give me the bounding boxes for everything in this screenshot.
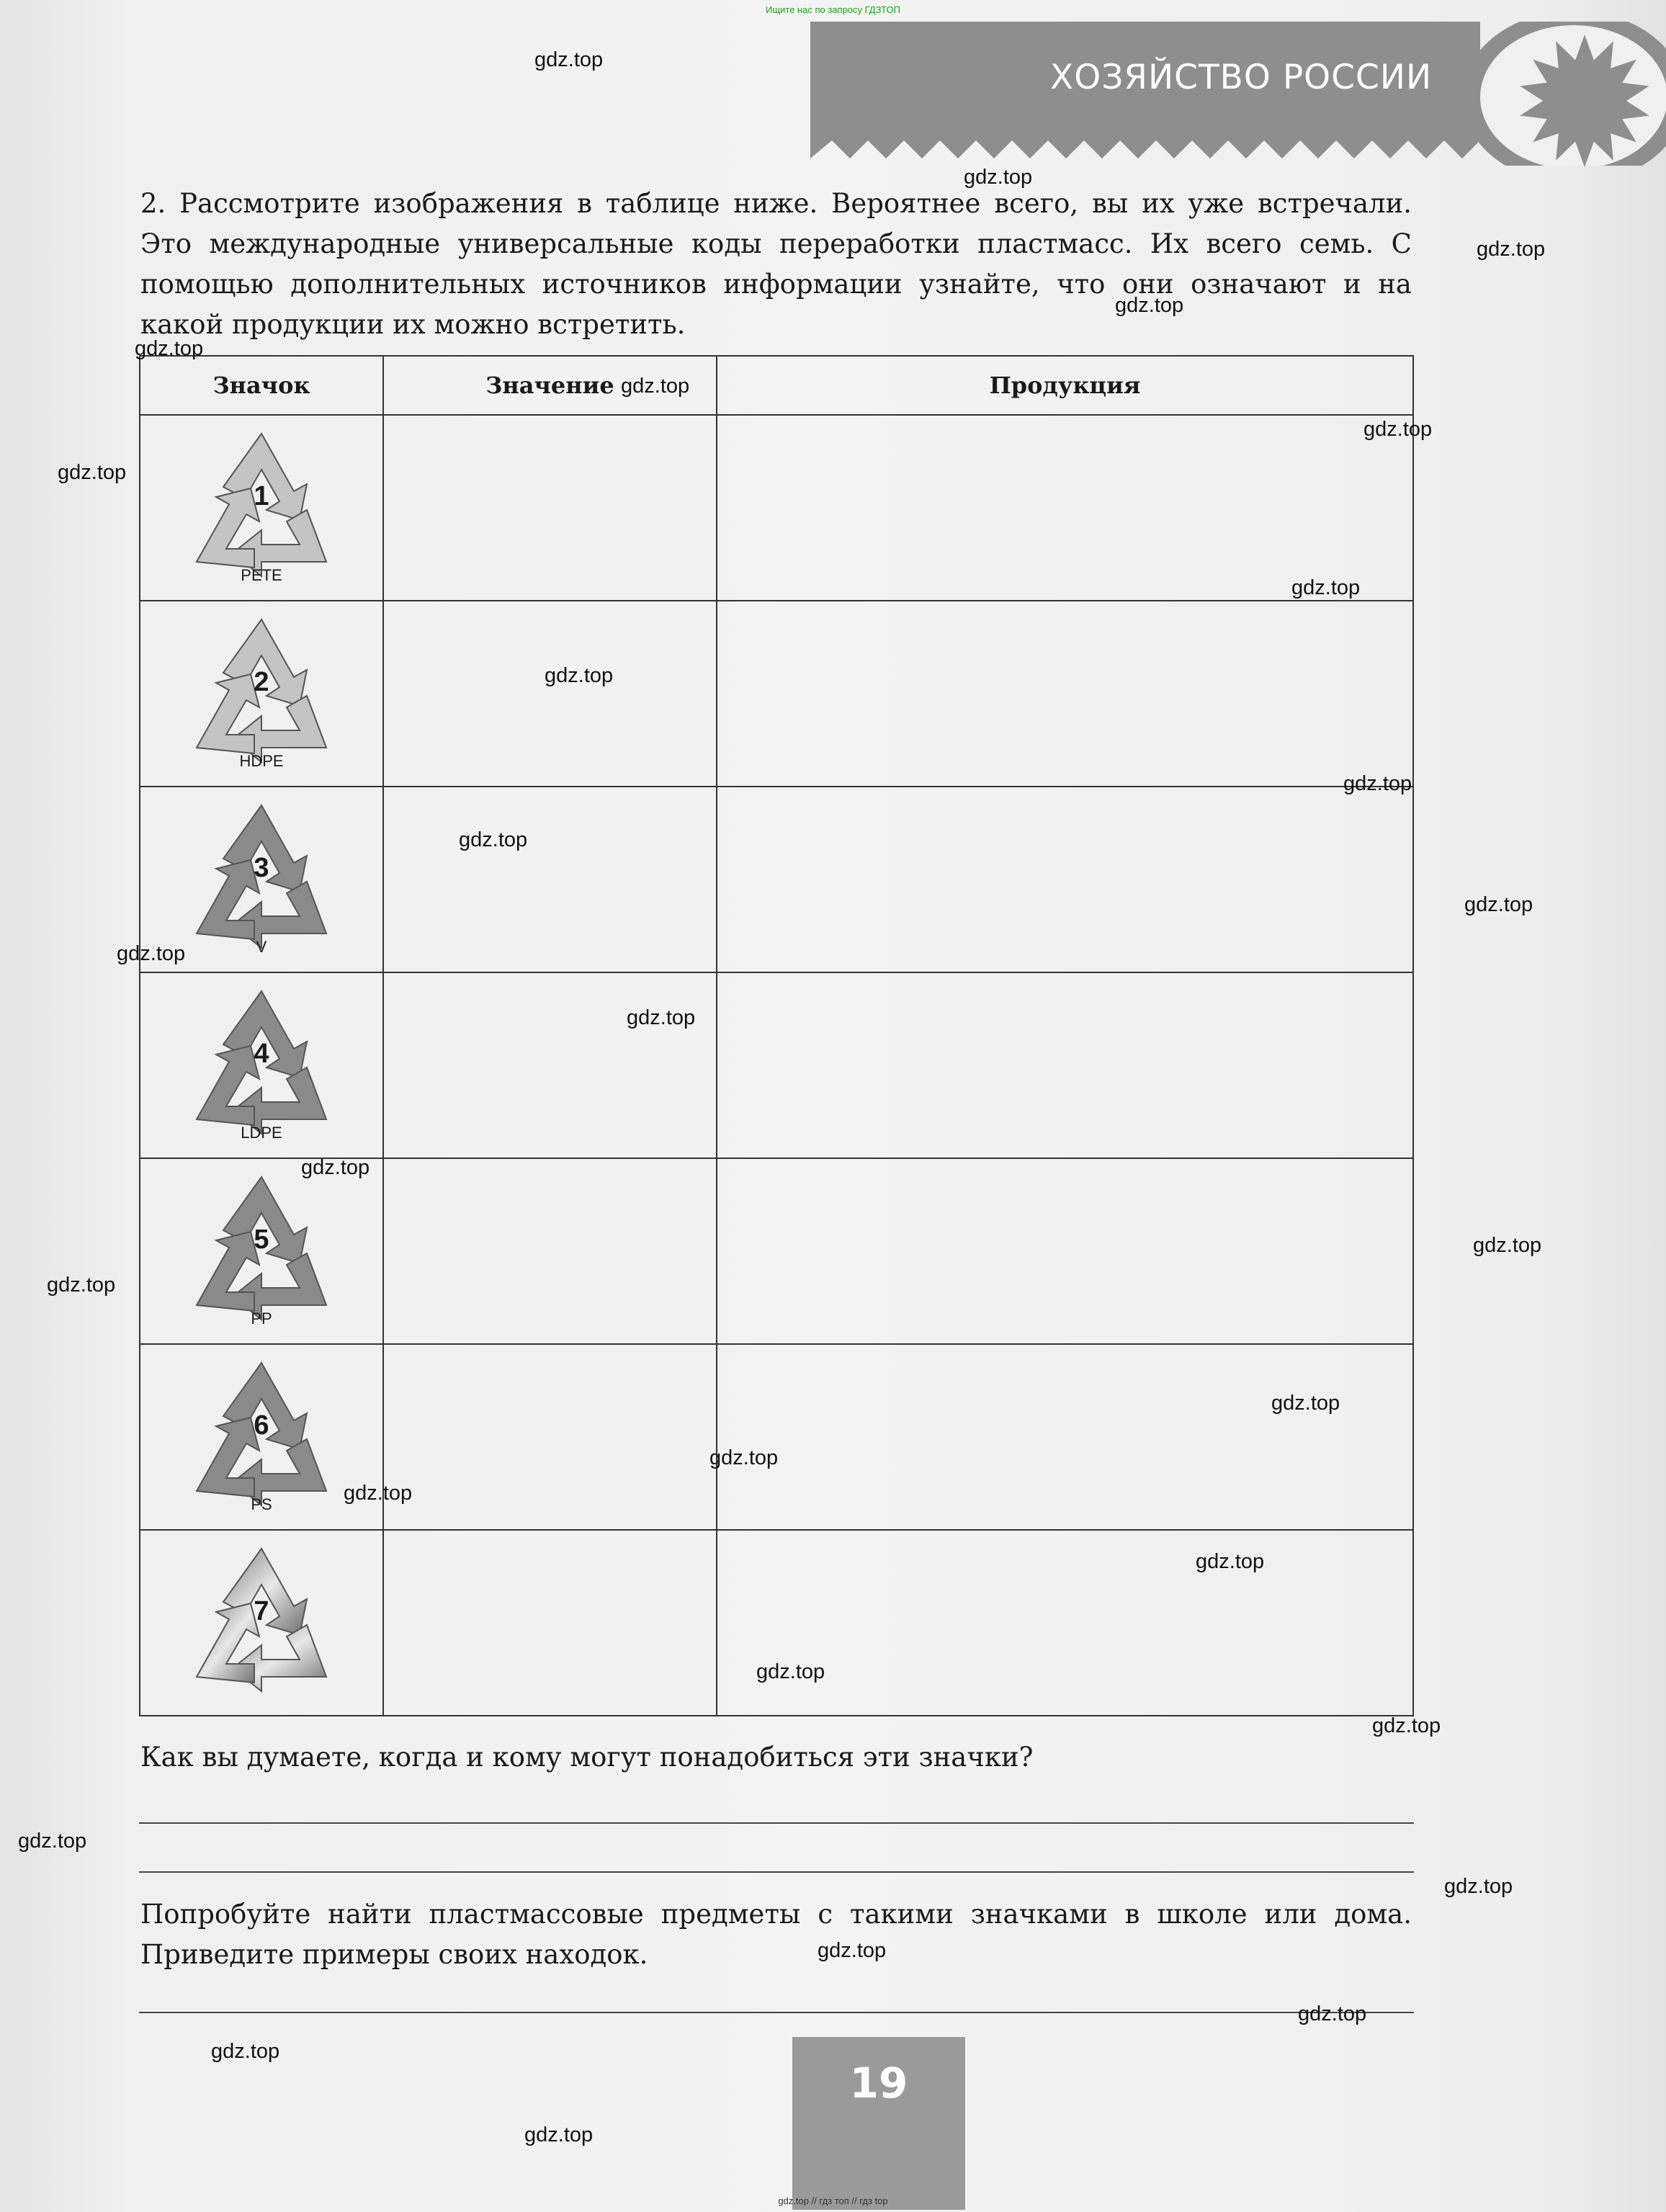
watermark: gdz.top [627,1006,696,1029]
watermark: gdz.top [344,1482,413,1505]
resin-code-number: 1 [254,481,269,511]
watermark: gdz.top [1291,576,1361,599]
watermark: gdz.top [1298,2002,1367,2025]
question-find-items: Попробуйте найти пластмассовые предметы с такими значками в школе или дома. Приведите примеры своих находок. [140,1899,1412,1970]
resin-code-number: 5 [254,1224,269,1255]
meaning-cell[interactable] [383,1530,717,1716]
resin-code-number: 4 [254,1039,269,1069]
chapter-title: ХОЗЯЙСТВО РОССИИ [1050,58,1433,97]
watermark: gdz.top [18,1830,87,1853]
products-cell[interactable] [717,1344,1413,1530]
answer-line[interactable] [139,2012,1414,2013]
watermark: gdz.top [818,1939,887,1962]
symbol-cell [140,415,383,601]
products-cell[interactable] [717,415,1413,601]
watermark: gdz.top [1372,1714,1441,1737]
question-when-needed: Как вы думаете, когда и кому могут понадобиться эти значки? [140,1742,1034,1773]
resin-code-abbr: PETE [241,566,282,584]
resin-code-abbr: HDPE [239,752,284,770]
products-cell[interactable] [717,601,1413,787]
recycling-symbol [179,611,344,776]
meaning-cell[interactable] [383,415,717,601]
recycling-symbol [179,797,344,962]
watermark: gdz.top [47,1273,116,1297]
meaning-cell[interactable] [383,787,717,972]
header-products: Продукция [717,356,1413,415]
resin-code-abbr: PP [251,1309,272,1327]
watermark: gdz.top [301,1156,370,1179]
watermark: gdz.top [534,48,604,71]
watermark: gdz.top [1343,772,1412,795]
table-row [140,1344,1413,1530]
recycling-symbol [179,982,344,1148]
header-symbol: Значок [140,356,383,415]
watermark: gdz.top [709,1446,779,1469]
top-note: Ищите нас по запросу ГДЗТОП [765,4,900,15]
resin-code-abbr: V [256,938,267,956]
watermark: gdz.top [545,664,614,687]
recycling-symbol [179,1354,344,1520]
table-row [140,415,1413,601]
watermark: gdz.top [1477,238,1546,261]
bottom-note: gdz.top // гдз топ // гдз top [778,2195,888,2206]
resin-code-number: 6 [254,1410,269,1441]
products-cell[interactable] [717,1530,1413,1716]
watermark: gdz.top [621,375,690,398]
header-meaning: Значение [383,356,717,415]
table-row [140,972,1413,1158]
table-row [140,1158,1413,1344]
recycling-symbol [179,1168,344,1334]
watermark: gdz.top [211,2040,280,2063]
symbol-cell [140,1158,383,1344]
symbol-cell [140,1530,383,1716]
recycling-symbol [179,1540,344,1706]
watermark: gdz.top [459,828,528,851]
watermark: gdz.top [135,337,204,360]
watermark: gdz.top [1464,893,1533,916]
meaning-cell[interactable] [383,1158,717,1344]
watermark: gdz.top [1444,1875,1513,1898]
watermark: gdz.top [1271,1392,1340,1415]
recycling-codes-table [139,355,1414,1716]
watermark: gdz.top [964,166,1033,189]
watermark: gdz.top [58,461,127,484]
resin-code-abbr: PS [251,1495,272,1513]
resin-code-number: 2 [254,667,269,697]
products-cell[interactable] [717,1158,1413,1344]
table-row [140,787,1413,972]
recycling-symbol [179,425,344,591]
watermark: gdz.top [117,942,186,965]
watermark: gdz.top [1363,418,1433,441]
table-header-row [140,356,1413,415]
watermark: gdz.top [524,2123,594,2146]
watermark: gdz.top [756,1660,825,1683]
products-cell[interactable] [717,787,1413,972]
page-number: 19 [849,2059,908,2108]
resin-code-abbr: LDPE [241,1124,282,1142]
answer-line[interactable] [139,1822,1414,1824]
meaning-cell[interactable] [383,972,717,1158]
answer-line[interactable] [139,1871,1414,1873]
task-intro: 2. Рассмотрите изображения в таблице ниже. Вероятнее всего, вы их уже встречали. Это международные универсальные коды переработки пластмасс. Их всего семь. С помощью дополнительных источников информации узнайте, что они означают и на какой продукции их можно встретить. [140,188,1412,340]
watermark: gdz.top [1196,1550,1265,1573]
watermark: gdz.top [1473,1234,1542,1257]
resin-code-number: 7 [254,1596,269,1626]
star-icon [1516,32,1653,169]
meaning-cell[interactable] [383,1344,717,1530]
products-cell[interactable] [717,972,1413,1158]
meaning-cell[interactable] [383,601,717,787]
table-row [140,601,1413,787]
watermark: gdz.top [1115,294,1184,317]
symbol-cell [140,601,383,787]
resin-code-number: 3 [254,853,269,883]
symbol-cell [140,972,383,1158]
